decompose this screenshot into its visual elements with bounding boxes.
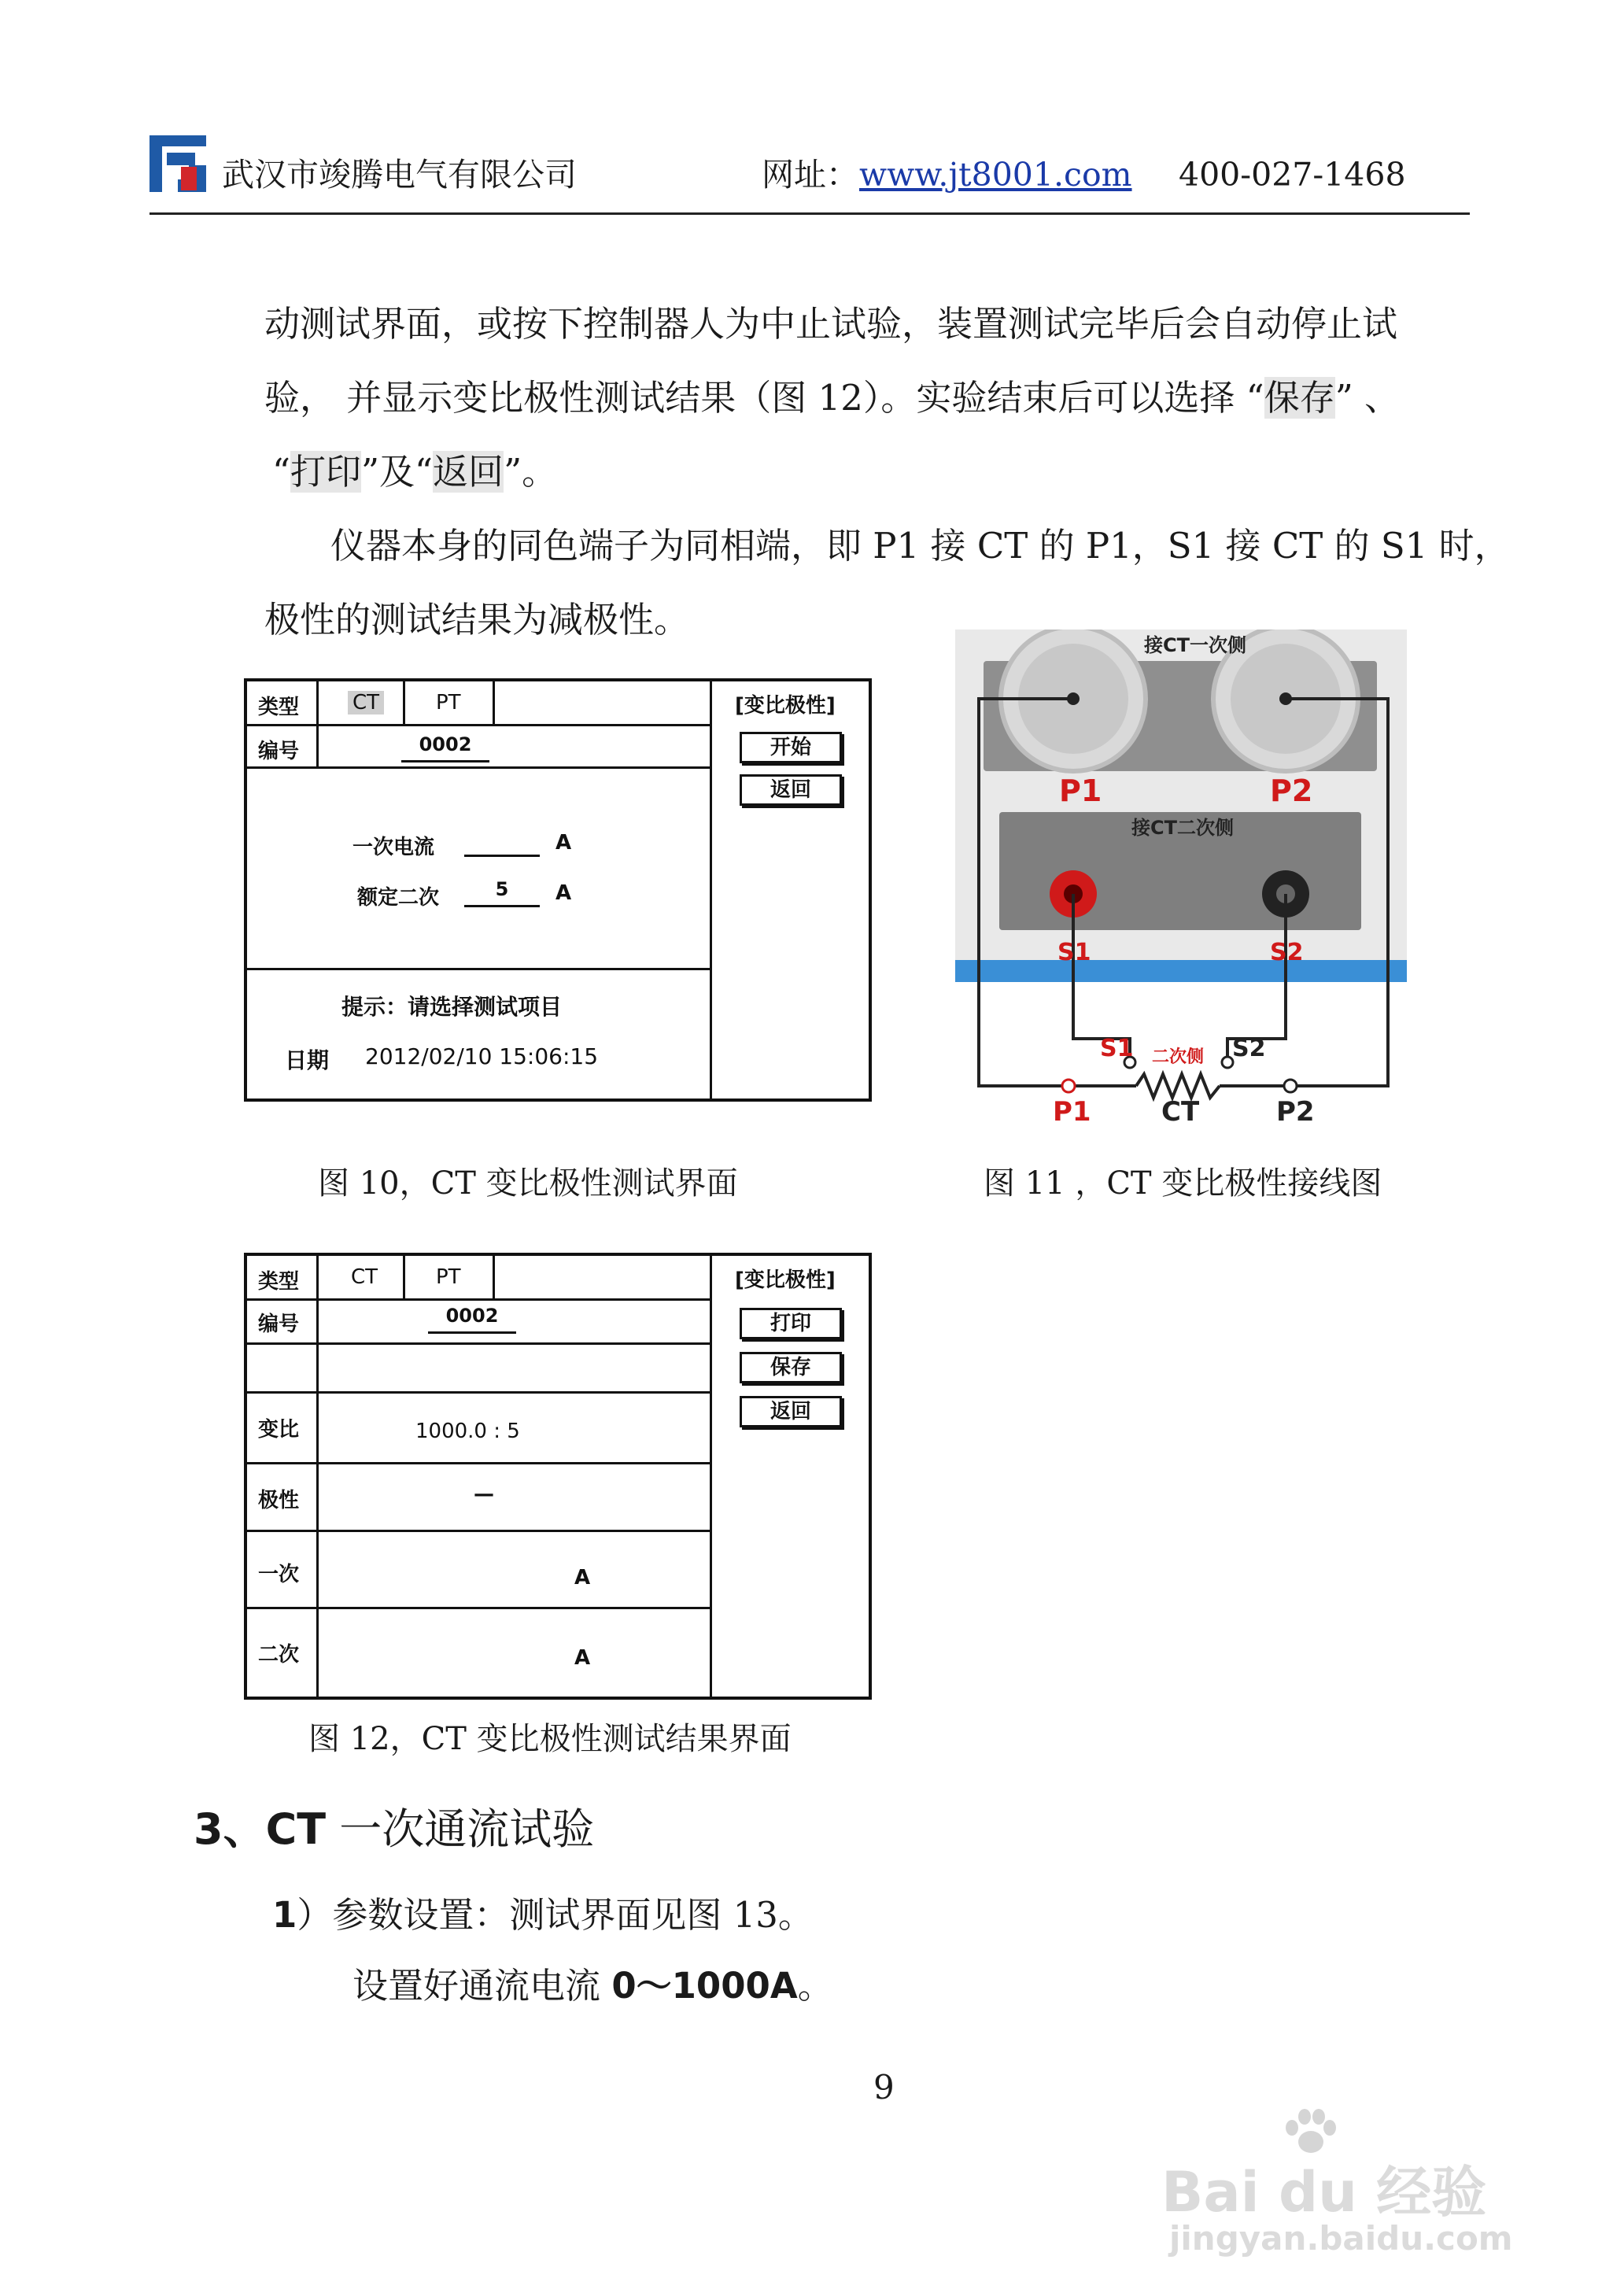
fig10-mode-title: [变比极性] [735,694,836,718]
fig12-ratio-label: 变比 [258,1418,300,1442]
fig10-start-button[interactable]: 开始 [740,732,842,763]
save-highlight: 保存 [1264,377,1335,419]
paragraph-2-line-1: 仪器本身的同色端子为同相端，即 P1 接 CT 的 P1，S1 接 CT 的 S1 时， [330,525,1510,567]
fig12-divider [316,1256,319,1697]
fig11-ct-p2-label: P2 [1276,1096,1315,1128]
fig10-divider [247,766,711,769]
fig12-print-button[interactable]: 打印 [740,1308,842,1339]
fig10-primary-current-input[interactable] [464,828,540,857]
watermark-url: jingyan.baidu.com [1169,2219,1513,2258]
fig12-divider [710,1256,712,1697]
panel-blue-strip [955,960,1407,982]
fig10-divider [710,681,712,1098]
website-label: 网址： [762,156,858,194]
fig10-rated-secondary-unit: A [555,881,572,905]
company-logo-icon [149,135,206,192]
fig10-number-label: 编号 [258,740,300,763]
fig11-wiring-diagram [955,630,1407,1133]
fig10-back-button[interactable]: 返回 [740,774,842,806]
fig11-ct-name-label: CT [1161,1096,1200,1128]
fig12-back-button[interactable]: 返回 [740,1396,842,1427]
page-number: 9 [873,2068,895,2107]
section-item-1-detail: 设置好通流电流 0～1000A。 [352,1965,833,2007]
fig10-divider [403,681,405,724]
paragraph-1-line-1: 动测试界面，或按下控制器人为中止试验，装置测试完毕后会自动停止试 [264,303,1398,345]
fig10-caption: 图 10，CT 变比极性测试界面 [318,1165,738,1202]
back-highlight: 返回 [433,451,504,493]
fig10-rated-secondary-input[interactable]: 5 [464,878,540,907]
fig11-s1-label: S1 [1057,939,1091,966]
fig12-tab-pt[interactable]: PT [436,1265,461,1289]
paragraph-1-line-3: “打印”及“返回”。 [272,451,558,493]
ct-coil-icon [1136,1074,1220,1098]
fig12-primary-unit: A [574,1566,591,1590]
fig10-date-value: 2012/02/10 15:06:15 [365,1043,599,1069]
fig10-divider [493,681,495,724]
fig10-test-screen [244,678,872,1102]
fig12-tab-ct[interactable]: CT [351,1265,378,1289]
fig11-ct-p1-label: P1 [1053,1096,1091,1128]
fig10-tab-ct[interactable]: CT [348,691,384,714]
fig10-primary-current-unit: A [555,831,572,855]
watermark-brand: Bai du 经验 [1161,2160,1487,2225]
fig12-primary-label: 一次 [258,1563,300,1586]
fig12-mode-title: [变比极性] [735,1268,836,1292]
fig10-number-value: 0002 [401,733,489,762]
fig12-number-value: 0002 [428,1305,516,1334]
fig12-ratio-value: 1000.0 : 5 [415,1420,520,1443]
fig12-result-screen [244,1253,872,1700]
paragraph-1-line-2: 验， 并显示变比极性测试结果（图 12）。实验结束后可以选择 “保存” 、 [264,377,1401,419]
baidu-watermark [1161,2109,1570,2266]
fig12-number-label: 编号 [258,1313,300,1336]
fig10-rated-secondary-label: 额定二次 [357,886,440,910]
fig10-date-label: 日期 [285,1047,330,1073]
fig11-s2-label: S2 [1270,939,1304,966]
fig12-secondary-unit: A [574,1646,591,1670]
fig10-divider [316,681,319,766]
fig11-mid-label: 接CT二次侧 [1131,817,1234,839]
website-link[interactable]: www.jt8001.com [859,156,1132,194]
fig12-type-label: 类型 [258,1270,300,1294]
fig10-type-label: 类型 [258,696,300,719]
fig11-ct-s2-label: S2 [1232,1035,1266,1062]
fig12-polarity-value: — [474,1483,494,1506]
fig11-ct-side-label: 二次侧 [1152,1047,1205,1067]
fig12-divider [493,1256,495,1298]
fig11-ct-s1-label: S1 [1100,1035,1134,1062]
fig11-p2-label: P2 [1270,774,1313,808]
fig10-divider [247,968,711,970]
fig12-caption: 图 12，CT 变比极性测试结果界面 [308,1721,792,1757]
phone-number: 400-027-1468 [1179,156,1406,194]
fig11-p1-label: P1 [1059,774,1102,808]
fig10-primary-current-label: 一次电流 [352,836,435,859]
fig11-top-label: 接CT一次侧 [1144,634,1246,656]
paragraph-2-line-2: 极性的测试结果为减极性。 [264,599,690,641]
fig12-save-button[interactable]: 保存 [740,1352,842,1383]
section-item-1: 1）参数设置：测试界面见图 13。 [272,1894,814,1936]
fig12-secondary-label: 二次 [258,1643,300,1667]
fig10-tab-pt[interactable]: PT [436,691,461,714]
fig12-divider [403,1256,405,1298]
header-divider [149,212,1470,215]
section-heading: 3、CT 一次通流试验 [194,1804,595,1854]
print-highlight: 打印 [290,451,362,493]
fig10-hint: 提示：请选择测试项目 [341,994,563,1020]
fig11-caption: 图 11 ，CT 变比极性接线图 [984,1165,1382,1202]
company-name: 武汉市竣腾电气有限公司 [222,156,577,194]
fig12-polarity-label: 极性 [258,1489,300,1512]
